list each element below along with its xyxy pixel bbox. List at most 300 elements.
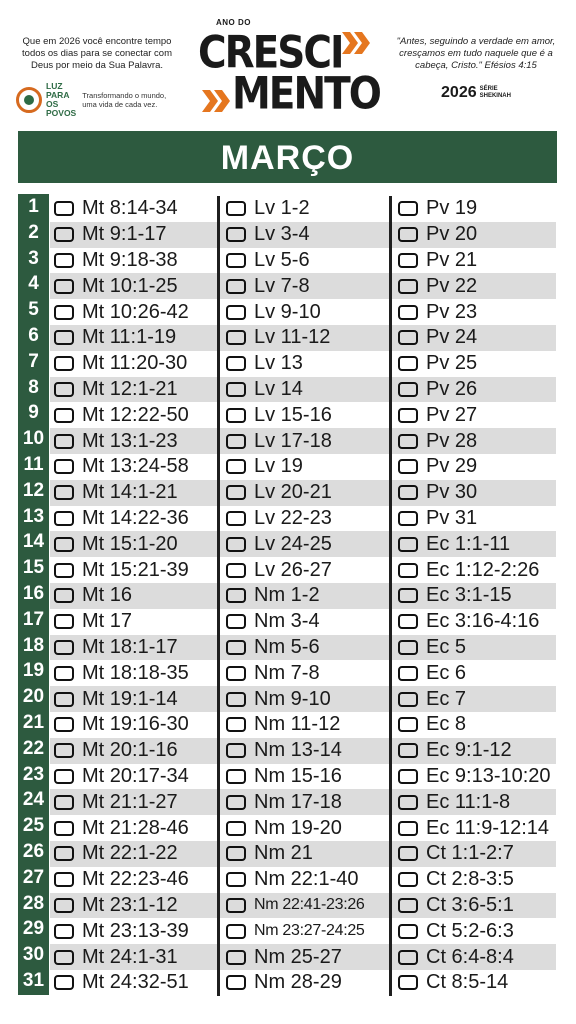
reading-reference: Pv 26 [426, 377, 478, 400]
reading-item [54, 480, 218, 506]
day-number: 13 [22, 505, 45, 527]
reading-reference: Lv 9-10 [254, 300, 321, 323]
reading-reference: Nm 3-4 [254, 610, 320, 633]
reading-item [54, 609, 218, 635]
reading-checkbox[interactable] [226, 898, 246, 913]
reading-item [398, 299, 556, 325]
series-label-2: SHEKINAH [479, 93, 511, 99]
day-number: 24 [22, 789, 45, 811]
reading-item [54, 635, 218, 661]
reading-item [226, 815, 388, 841]
reading-checkbox[interactable] [398, 975, 418, 990]
reading-item [398, 764, 556, 790]
reading-checkbox[interactable] [54, 305, 74, 320]
reading-checkbox[interactable] [398, 408, 418, 423]
reading-reference: Mt 11:1-19 [82, 326, 177, 349]
reading-reference: Mt 22:23-46 [82, 868, 189, 891]
reading-checkbox[interactable] [54, 692, 74, 707]
crescimento-logo [196, 18, 382, 118]
reading-reference: Mt 24:1-31 [82, 945, 178, 968]
reading-item [54, 402, 218, 428]
reading-checkbox[interactable] [226, 872, 246, 887]
reading-item [54, 506, 218, 532]
reading-checkbox[interactable] [226, 640, 246, 655]
reading-reference: Mt 22:1-22 [82, 842, 178, 865]
reading-checkbox[interactable] [226, 408, 246, 423]
reading-checkbox[interactable] [226, 743, 246, 758]
reading-checkbox[interactable] [398, 279, 418, 294]
reading-item [398, 815, 556, 841]
reading-reference: Ct 3:6-5:1 [426, 893, 514, 916]
reading-reference: Mt 9:18-38 [82, 248, 178, 271]
day-number: 3 [28, 247, 39, 269]
reading-item [398, 841, 556, 867]
reading-checkbox[interactable] [226, 769, 246, 784]
reading-checkbox[interactable] [398, 795, 418, 810]
reading-item [54, 867, 218, 893]
reading-checkbox[interactable] [398, 640, 418, 655]
reading-checkbox[interactable] [398, 717, 418, 732]
reading-checkbox[interactable] [398, 846, 418, 861]
reading-item [398, 351, 556, 377]
reading-item [226, 660, 388, 686]
reading-item [398, 480, 556, 506]
reading-reference: Nm 13-14 [254, 739, 342, 762]
logo-line-1: CRESCI [198, 27, 343, 79]
series-year: 2026 [441, 84, 477, 101]
reading-reference: Lv 5-6 [254, 248, 310, 271]
reading-item [54, 557, 218, 583]
reading-reference: Pv 28 [426, 429, 478, 452]
reading-checkbox[interactable] [54, 872, 74, 887]
reading-checkbox[interactable] [54, 666, 74, 681]
reading-item [226, 867, 388, 893]
reading-item [54, 377, 218, 403]
reading-reference: Mt 14:22-36 [82, 506, 189, 529]
reading-checkbox[interactable] [398, 666, 418, 681]
reading-checkbox[interactable] [398, 898, 418, 913]
reading-reference: Ct 2:8-3:5 [426, 868, 514, 891]
reading-reference: Mt 15:21-39 [82, 558, 189, 581]
reading-reference: Lv 24-25 [254, 532, 332, 555]
day-number: 19 [22, 660, 45, 682]
reading-item [226, 273, 388, 299]
reading-checkbox[interactable] [54, 459, 74, 474]
reading-item [398, 531, 556, 557]
day-number: 11 [23, 454, 44, 475]
reading-checkbox[interactable] [226, 434, 246, 449]
reading-item [398, 196, 556, 222]
reading-checkbox[interactable] [226, 227, 246, 242]
reading-item [398, 918, 556, 944]
chevron-top-icon [342, 32, 378, 54]
header-left [16, 36, 178, 118]
reading-checkbox[interactable] [54, 898, 74, 913]
reading-reference: Nm 17-18 [254, 790, 342, 813]
day-number: 5 [28, 299, 39, 321]
brand [16, 82, 178, 118]
reading-checkbox[interactable] [398, 537, 418, 552]
reading-checkbox[interactable] [226, 717, 246, 732]
reading-reference: Pv 23 [426, 300, 478, 323]
reading-reference: Mt 18:18-35 [82, 661, 189, 684]
reading-checkbox[interactable] [54, 434, 74, 449]
reading-checkbox[interactable] [226, 459, 246, 474]
reading-checkbox[interactable] [226, 924, 246, 939]
reading-reference: Lv 19 [254, 455, 303, 478]
reading-checkbox[interactable] [226, 821, 246, 836]
reading-item [226, 428, 388, 454]
reading-item [54, 299, 218, 325]
reading-checkbox[interactable] [226, 201, 246, 216]
reading-item [226, 841, 388, 867]
reading-item [398, 583, 556, 609]
reading-checkbox[interactable] [54, 743, 74, 758]
reading-item [226, 351, 388, 377]
reading-item [54, 428, 218, 454]
reading-checkbox[interactable] [54, 924, 74, 939]
reading-reference: Nm 9-10 [254, 687, 331, 710]
reading-reference: Mt 24:32-51 [82, 971, 189, 994]
reading-checkbox[interactable] [398, 356, 418, 371]
reading-reference: Lv 26-27 [254, 558, 332, 581]
day-number: 29 [22, 918, 45, 940]
reading-reference: Mt 16 [82, 584, 133, 607]
series-mark [388, 84, 564, 102]
reading-item [54, 325, 218, 351]
reading-reference: Pv 29 [426, 455, 478, 478]
day-number: 4 [28, 273, 39, 295]
reading-reference: Mt 21:28-46 [82, 816, 189, 839]
reading-reference: Mt 12:1-21 [82, 377, 178, 400]
reading-item [54, 789, 218, 815]
reading-checkbox[interactable] [54, 485, 74, 500]
reading-reference: Nm 25-27 [254, 945, 342, 968]
reading-item [398, 273, 556, 299]
reading-checkbox[interactable] [398, 511, 418, 526]
reading-item [398, 738, 556, 764]
reading-reference: Lv 11-12 [254, 326, 331, 349]
day-number: 30 [22, 944, 45, 966]
reading-checkbox[interactable] [226, 511, 246, 526]
reading-item [54, 815, 218, 841]
reading-reference: Nm 21 [254, 842, 313, 865]
day-number: 17 [22, 608, 45, 630]
reading-reference: Nm 15-16 [254, 764, 342, 787]
reading-checkbox[interactable] [398, 743, 418, 758]
reading-reference: Ct 8:5-14 [426, 971, 509, 994]
reading-reference: Mt 15:1-20 [82, 532, 178, 555]
reading-item [54, 273, 218, 299]
reading-item [226, 454, 388, 480]
page-header [0, 0, 576, 128]
reading-checkbox[interactable] [54, 821, 74, 836]
reading-item [226, 480, 388, 506]
reading-checkbox[interactable] [398, 201, 418, 216]
reading-item [398, 635, 556, 661]
reading-checkbox[interactable] [398, 950, 418, 965]
day-number: 7 [28, 350, 39, 372]
reading-reference: Lv 1-2 [254, 197, 310, 220]
reading-checkbox[interactable] [398, 485, 418, 500]
reading-checkbox[interactable] [226, 537, 246, 552]
day-number: 15 [22, 557, 45, 579]
reading-reference: Mt 23:1-12 [82, 893, 178, 916]
reading-item [54, 531, 218, 557]
reading-reference: Nm 5-6 [254, 635, 320, 658]
logo-top-text: ANO DO [216, 18, 251, 27]
reading-item [398, 248, 556, 274]
reading-reference: Ec 6 [426, 661, 467, 684]
reading-checkbox[interactable] [398, 563, 418, 578]
reading-item [226, 402, 388, 428]
reading-checkbox[interactable] [398, 872, 418, 887]
reading-checkbox[interactable] [54, 846, 74, 861]
reading-checkbox[interactable] [398, 330, 418, 345]
reading-reference: Mt 19:16-30 [82, 713, 189, 736]
brand-slogan: Transformando o mundo, uma vida de cada vez. [82, 91, 167, 109]
reading-item [226, 893, 388, 919]
reading-checkbox[interactable] [54, 563, 74, 578]
reading-reference: Mt 13:1-23 [82, 429, 178, 452]
reading-item [226, 506, 388, 532]
reading-checkbox[interactable] [54, 975, 74, 990]
reading-item [398, 944, 556, 970]
verse-quote: "Antes, seguindo a verdade em amor, cresçamos em tudo naquele que é a cabeça, Cristo." Efésios 4:15 [396, 36, 556, 71]
reading-reference: Nm 22:1-40 [254, 868, 359, 891]
reading-checkbox[interactable] [226, 795, 246, 810]
reading-item [398, 609, 556, 635]
reading-reference: Lv 17-18 [254, 429, 332, 452]
reading-checkbox[interactable] [226, 279, 246, 294]
reading-reference: Lv 20-21 [254, 481, 332, 504]
reading-item [226, 196, 388, 222]
reading-checkbox[interactable] [54, 511, 74, 526]
reading-checkbox[interactable] [54, 408, 74, 423]
reading-checkbox[interactable] [54, 253, 74, 268]
day-number: 27 [22, 866, 45, 888]
reading-checkbox[interactable] [54, 201, 74, 216]
month-title: MARÇO [18, 131, 557, 183]
reading-item [398, 454, 556, 480]
reading-item [398, 428, 556, 454]
reading-item [398, 789, 556, 815]
reading-reference: Mt 11:20-30 [82, 352, 188, 375]
reading-checkbox[interactable] [54, 640, 74, 655]
reading-reference: Mt 18:1-17 [82, 635, 178, 658]
day-number: 18 [22, 634, 45, 656]
reading-reference: Mt 20:1-16 [82, 739, 178, 762]
reading-checkbox[interactable] [398, 821, 418, 836]
reading-checkbox[interactable] [226, 253, 246, 268]
day-number: 16 [22, 583, 45, 604]
reading-reference: Mt 10:26-42 [82, 300, 189, 323]
reading-reference: Pv 19 [426, 197, 478, 220]
reading-item [54, 841, 218, 867]
reading-checkbox[interactable] [54, 227, 74, 242]
reading-item [54, 454, 218, 480]
day-number: 21 [22, 712, 45, 733]
reading-item [398, 325, 556, 351]
reading-checkbox[interactable] [398, 227, 418, 242]
day-number: 12 [22, 479, 45, 501]
day-number: 2 [28, 221, 39, 243]
reading-reference: Ec 8 [426, 713, 467, 736]
reading-item [226, 299, 388, 325]
reading-reference: Mt 8:14-34 [82, 197, 178, 220]
reading-reference: Nm 28-29 [254, 971, 342, 994]
reading-reference: Pv 31 [426, 506, 478, 529]
reading-checkbox[interactable] [226, 666, 246, 681]
reading-item [54, 248, 218, 274]
day-number: 25 [22, 815, 45, 837]
reading-item [226, 609, 388, 635]
day-number: 8 [28, 376, 39, 398]
reading-checkbox[interactable] [398, 614, 418, 629]
reading-reference: Pv 27 [426, 403, 478, 426]
reading-checkbox[interactable] [226, 330, 246, 345]
reading-reference: Mt 13:24-58 [82, 455, 189, 478]
reading-reference: Ec 3:16-4:16 [426, 610, 540, 633]
reading-item [226, 222, 388, 248]
reading-checkbox[interactable] [398, 305, 418, 320]
reading-checkbox[interactable] [54, 950, 74, 965]
brand-name: LUZ PARA OS POVOS [46, 81, 77, 118]
reading-item [54, 738, 218, 764]
reading-reference: Mt 14:1-21 [82, 481, 178, 504]
reading-checkbox[interactable] [398, 924, 418, 939]
reading-checkbox[interactable] [54, 356, 74, 371]
reading-reference: Ct 5:2-6:3 [426, 919, 514, 942]
reading-checkbox[interactable] [226, 975, 246, 990]
reading-checkbox[interactable] [226, 614, 246, 629]
reading-checkbox[interactable] [398, 588, 418, 603]
reading-item [226, 712, 388, 738]
reading-reference: Ec 7 [426, 687, 467, 710]
reading-checkbox[interactable] [54, 588, 74, 603]
reading-reference: Mt 10:1-25 [82, 274, 178, 297]
reading-reference: Mt 21:1-27 [82, 790, 178, 813]
reading-item [226, 583, 388, 609]
reading-reference: Ec 11:1-8 [426, 790, 511, 813]
reading-item [398, 222, 556, 248]
reading-item [226, 764, 388, 790]
reading-item [226, 377, 388, 403]
reading-reference: Ec 9:1-12 [426, 739, 512, 762]
reading-checkbox[interactable] [226, 846, 246, 861]
reading-checkbox[interactable] [398, 459, 418, 474]
reading-reference: Mt 20:17-34 [82, 764, 189, 787]
reading-checkbox[interactable] [226, 382, 246, 397]
reading-reference: Lv 14 [254, 377, 303, 400]
reading-item [54, 686, 218, 712]
day-number: 31 [22, 970, 45, 991]
reading-item [226, 789, 388, 815]
reading-checkbox[interactable] [54, 330, 74, 345]
reading-checkbox[interactable] [226, 563, 246, 578]
reading-item [226, 531, 388, 557]
reading-reference: Nm 7-8 [254, 661, 320, 684]
reading-checkbox[interactable] [54, 279, 74, 294]
reading-item [54, 893, 218, 919]
reading-item [398, 686, 556, 712]
reading-checkbox[interactable] [54, 795, 74, 810]
reading-item [398, 970, 556, 996]
reading-item [226, 635, 388, 661]
reading-checkbox[interactable] [54, 382, 74, 397]
reading-reference: Lv 3-4 [254, 223, 310, 246]
day-number: 22 [22, 737, 45, 759]
reading-checkbox[interactable] [398, 769, 418, 784]
reading-reference: Mt 17 [82, 610, 133, 633]
reading-item [398, 377, 556, 403]
logo-line-2: MENTO [232, 68, 380, 120]
reading-reference: Nm 23:27-24:25 [254, 922, 365, 940]
reading-reference: Pv 24 [426, 326, 478, 349]
chevron-bottom-icon [202, 90, 238, 112]
header-right [388, 36, 564, 102]
reading-item [54, 351, 218, 377]
reading-reference: Pv 25 [426, 352, 478, 375]
reading-checkbox[interactable] [398, 253, 418, 268]
reading-item [398, 660, 556, 686]
reading-item [226, 944, 388, 970]
reading-reference: Nm 11-12 [254, 713, 341, 736]
reading-checkbox[interactable] [226, 950, 246, 965]
reading-reference: Lv 15-16 [254, 403, 332, 426]
reading-item [226, 248, 388, 274]
reading-checkbox[interactable] [398, 382, 418, 397]
reading-reference: Ct 1:1-2:7 [426, 842, 514, 865]
reading-item [398, 893, 556, 919]
reading-item [54, 764, 218, 790]
reading-checkbox[interactable] [226, 485, 246, 500]
reading-checkbox[interactable] [398, 692, 418, 707]
day-number: 28 [22, 892, 45, 914]
reading-item [226, 970, 388, 996]
day-number: 20 [22, 686, 45, 708]
reading-item [226, 918, 388, 944]
reading-checkbox[interactable] [54, 537, 74, 552]
reading-item [398, 506, 556, 532]
reading-checkbox[interactable] [226, 692, 246, 707]
reading-reference: Ec 11:9-12:14 [426, 816, 550, 839]
day-number: 23 [22, 763, 45, 785]
reading-reference: Ec 3:1-15 [426, 584, 512, 607]
reading-reference: Pv 21 [426, 248, 478, 271]
reading-checkbox[interactable] [54, 717, 74, 732]
reading-item [54, 712, 218, 738]
reading-reference: Mt 12:22-50 [82, 403, 189, 426]
reading-checkbox[interactable] [398, 434, 418, 449]
reading-item [226, 557, 388, 583]
reading-reference: Mt 23:13-39 [82, 919, 189, 942]
reading-checkbox[interactable] [226, 356, 246, 371]
series-label-1: SÉRIE [479, 86, 498, 92]
reading-reference: Lv 22-23 [254, 506, 332, 529]
reading-item [226, 738, 388, 764]
reading-checkbox[interactable] [54, 614, 74, 629]
reading-item [398, 402, 556, 428]
reading-checkbox[interactable] [226, 588, 246, 603]
reading-checkbox[interactable] [226, 305, 246, 320]
day-number: 6 [28, 325, 39, 346]
reading-checkbox[interactable] [54, 769, 74, 784]
reading-reference: Ec 5 [426, 635, 467, 658]
reading-reference: Mt 19:1-14 [82, 687, 178, 710]
reading-reference: Ct 6:4-8:4 [426, 945, 514, 968]
brand-logo-icon [16, 87, 42, 113]
